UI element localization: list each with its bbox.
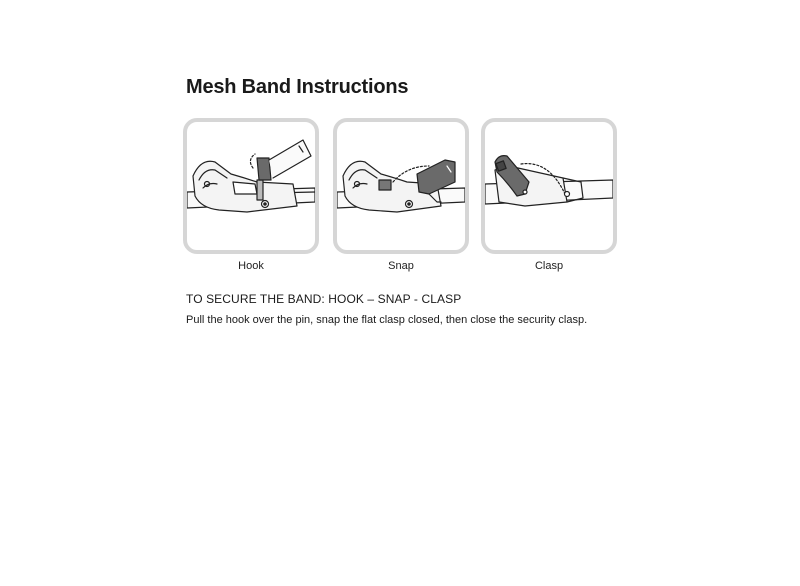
step-hook: [183, 118, 319, 272]
step-hook-label: Hook: [238, 260, 264, 272]
step-hook-frame: [183, 118, 319, 254]
step-clasp-frame: [481, 118, 617, 254]
step-snap: [333, 118, 469, 272]
step-clasp-label: Clasp: [534, 260, 564, 272]
page-title: Mesh Band Instructions: [186, 76, 409, 98]
instructions-body: Pull the hook over the pin, snap the flat clasp closed, then close the security clasp.: [186, 314, 588, 326]
steps-row: [183, 118, 623, 278]
clasp-step-illustration: [485, 122, 613, 250]
step-snap-frame: [333, 118, 469, 254]
hook-step-illustration: [187, 122, 315, 250]
step-clasp: [481, 118, 617, 272]
instructions-heading: TO SECURE THE BAND: HOOK – SNAP - CLASP: [186, 292, 462, 306]
snap-step-illustration: [337, 122, 465, 250]
step-snap-label: Snap: [388, 260, 414, 272]
